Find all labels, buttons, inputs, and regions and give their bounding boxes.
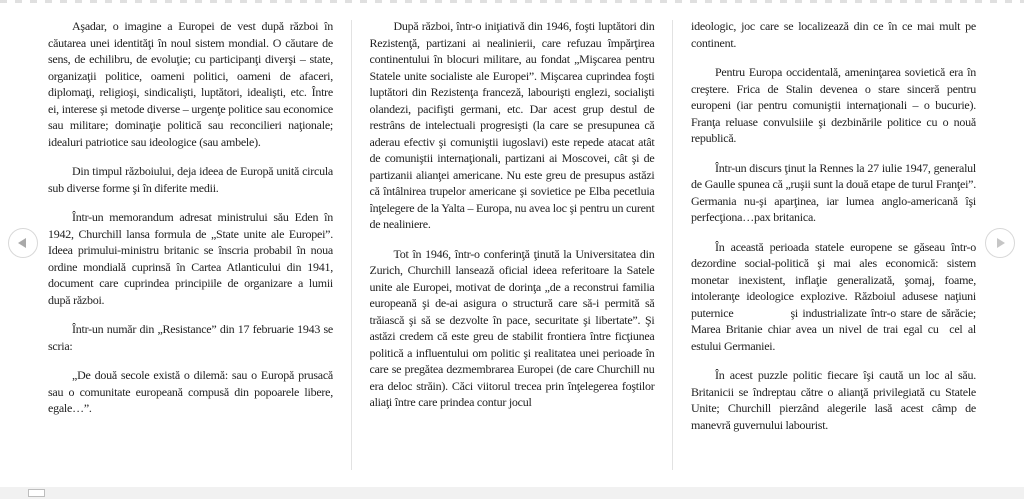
column-divider: [351, 20, 352, 470]
paragraph: Pentru Europa occidentală, ameninţarea sovietică era în creştere. Frica de Stalin devenea o stare sinceră pentru europeni (iar pentru comuniştii internaţionali – o bucurie). Franţa reluase convulsiile şi dezbinările politice cu o nouă republică.: [691, 65, 976, 145]
paragraph: Aşadar, o imagine a Europei de vest după război în căutarea unei identităţi în noul sistem mondial. O căutare de sens, de echilibru, de evoluţie; cu participanţi diverşi – state, organizaţii politice, oameni politici, oameni de afaceri, diplomaţi, religioşi, sindicalişti, luptători, idealişti, etc. Între ei, interese şi metode diverse – urgenţe politice sau economice sau militare; dominaţie politică sau reconcilieri naţionale; idealuri patriotice sau ideologice (sau ambele).: [48, 19, 333, 149]
paragraph: În această perioada statele europene se găseau într-o dezordine social-politică şi mai ales economică: sistem monetar inexistent, inflaţie generalizată, şomaj, foame, intoleranţe ideologice explozive. Războiul adusese naţiuni puternice şi industrializate într-o stare de sărăcie; Marea Britanie chiar avea un nivel de trai egal cu cel al estului Germaniei.: [691, 239, 976, 353]
paragraph: Într-un memorandum adresat ministrului său Eden în 1942, Churchill lansa formula de „State unite ale Europei”. Ideea primului-ministru britanic se înscria probabil în noua ordine mondială cuprinsă în Cartea Atlanticului din 1941, document care cuprindea principiile de organizare a lumii după război.: [48, 210, 333, 307]
triangle-right-icon: [997, 238, 1005, 248]
column-divider: [672, 20, 673, 470]
paragraph: Într-un discurs ţinut la Rennes la 27 iulie 1947, generalul de Gaulle spunea că „ruşii sunt la două etape de turul Franţei”. Germania nu-şi aparţinea, iar lumea anglo-americană îşi perfecţiona…pax britanica.: [691, 160, 976, 224]
scrollbar-thumb[interactable]: [28, 489, 45, 497]
text-column-3: [691, 18, 976, 487]
paragraph: Tot în 1946, într-o conferinţă ţinută la Universitatea din Zurich, Churchill lansează oficial ideea referitoare la Satele unite ale Europei, motivat de dorinţa „de a reconstrui familia europeană şi de-ai asigura o structură care să-i permită să trăiască şi să se dezvolte în pace, securitate şi libertate”. Şi astăzi credem că este greu de stabilit frontiera între ficţiunea politică a influentului om politic şi realitatea unei perioade în care se pregătea dezmembrarea Europei (de care Churchill nu era deloc străin). Căci viitorul trecea prin înţelegerea foştilor aliaţi între care prindea contur jocul: [369, 246, 655, 409]
paragraph: „De două secole există o dilemă: sau o Europă prusacă sau o comunitate europeană compusă din popoarele libere, egale…”.: [48, 368, 333, 415]
horizontal-scrollbar[interactable]: [0, 487, 1024, 499]
paragraph: În acest puzzle politic fiecare îşi caută un loc al său. Britanicii se îndreptau către o alianţă privilegiată cu Statele Unite; Churchill pierzând alegerile lasă acest câmp de manevră guvernului labourist.: [691, 368, 976, 432]
paragraph: Din timpul războiului, deja ideea de Europă unită circula sub diverse forme şi în diferite medii.: [48, 164, 333, 195]
paragraph: Într-un număr din „Resistance” din 17 februarie 1943 se scria:: [48, 322, 333, 353]
paragraph: ideologic, joc care se localizează din ce în ce mai mult pe continent.: [691, 19, 976, 50]
text-column-2: [370, 18, 655, 487]
paragraph: După război, într-o iniţiativă din 1946, foşti luptători din Rezistenţă, partizani ai nealinierii, care refuzau împărţirea continentului în blocuri militare, au fondat „Mişcarea pentru Statele unite socialiste ale Europei”. Mişcarea cuprindea foşti luptători din Rezistenţa franceză, labourişti englezi, socialişti olandezi, pacifişti germani, etc. Dar acest grup destul de restrâns de intelectuali progresişti (la care se presupunea că aderau efectiv şi comuniştii iugoslavi) este repede atacat atât de comuniştii internaţionali, partizani ai Moscovei, cât şi de partizanii alianţei americane. Nu este greu de presupus astăzi că întâlnirea trupelor americane şi sovietice pe Elba pecetluia înţelegere de la Yalta – Europa, nu avea loc şi pentru un curent de nealiniere.: [369, 19, 655, 231]
next-page-button[interactable]: [985, 228, 1015, 258]
text-column-1: [48, 18, 333, 487]
